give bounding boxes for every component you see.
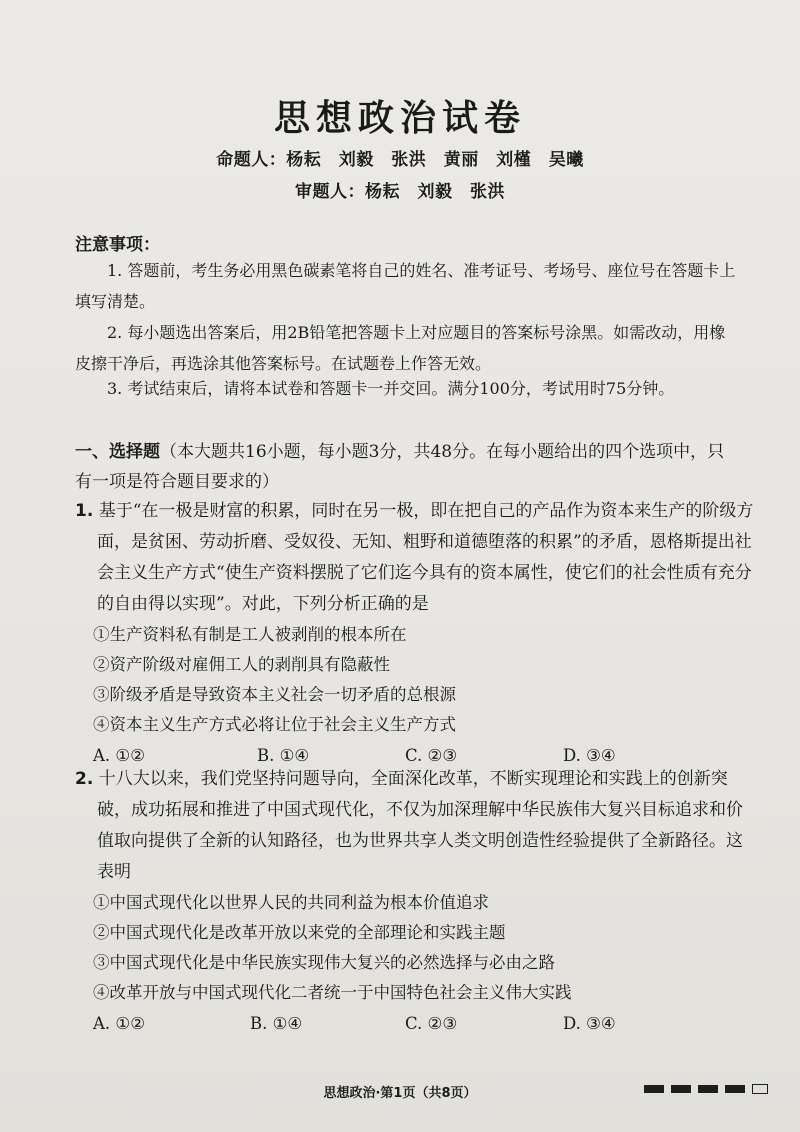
section-heading	[75, 437, 737, 497]
question-number: 1.	[75, 501, 94, 521]
section-description: （本大题共16小题，每小题3分，共48分。在每小题给出的四个选项中，只有一项是符合题目要求的）	[75, 442, 725, 492]
page-mark-filled	[698, 1085, 718, 1093]
page-mark-filled	[671, 1085, 691, 1093]
choice-d: D. ③④	[563, 746, 616, 765]
notice-item-1: 1. 答题前，考生务必用黑色碳素笔将自己的姓名、准考证号、考场号、座位号在答题卡上填写清楚。	[75, 261, 736, 311]
option-2: ②资产阶级对雇佣工人的剥削具有隐蔽性	[93, 655, 390, 674]
page-footer: 思想政治·第1页（共8页）	[323, 1086, 477, 1101]
notice-heading: 注意事项：	[75, 235, 160, 255]
choice-a: A. ①②	[93, 1014, 145, 1033]
answer-choices	[75, 1008, 755, 1040]
question-2	[75, 764, 755, 1040]
authors-line: 命题人：杨耘 刘毅 张洪 黄丽 刘槿 吴曦	[216, 150, 584, 170]
page-title: 思想政治试卷	[273, 97, 526, 139]
page-position-marks	[644, 1084, 768, 1094]
choice-b: B. ①④	[250, 1014, 303, 1033]
choice-b: B. ①④	[257, 746, 310, 765]
page-mark-filled	[725, 1085, 745, 1093]
question-number: 2.	[75, 769, 94, 789]
option-1: ①中国式现代化以世界人民的共同利益为根本价值追求	[93, 893, 489, 912]
reviewers-line: 审题人：杨耘 刘毅 张洪	[295, 182, 505, 202]
choice-c: C. ②③	[405, 1014, 458, 1033]
question-stem	[75, 496, 755, 620]
option-4: ④改革开放与中国式现代化二者统一于中国特色社会主义伟大实践	[93, 983, 572, 1002]
question-text: 十八大以来，我们党坚持问题导向，全面深化改革，不断实现理论和实践上的创新突破，成功拓展和推进了中国式现代化，不仅为加深理解中华民族伟大复兴目标追求和价值取向提供了全新的认知路径，也为世界共享人类文明创造性经验提供了全新路径。这表明	[97, 769, 743, 882]
bleed-through-text	[90, 58, 750, 85]
choice-d: D. ③④	[563, 1014, 616, 1033]
option-4: ④资本主义生产方式必将让位于社会主义生产方式	[93, 715, 456, 734]
option-3: ③阶级矛盾是导致资本主义社会一切矛盾的总根源	[93, 685, 456, 704]
option-3: ③中国式现代化是中华民族实现伟大复兴的必然选择与必由之路	[93, 953, 555, 972]
option-1: ①生产资料私有制是工人被剥削的根本所在	[93, 625, 407, 644]
page-mark-empty	[752, 1084, 768, 1094]
section-title: 一、选择题	[75, 442, 160, 462]
choice-c: C. ②③	[405, 746, 458, 765]
page-mark-filled	[644, 1085, 664, 1093]
question-text: 基于“在一极是财富的积累，同时在另一极，即在把自己的产品作为资本来生产的阶级方面，是贫困、劳动折磨、受奴役、无知、粗野和道德堕落的积累”的矛盾，恩格斯提出社会主义生产方式“使生产资料摆脱了它们迄今具有的资本属性，使它们的社会性质有充分的自由得以实现”。对此，下列分析正确的是	[97, 501, 754, 614]
question-1	[75, 496, 755, 772]
notice-item-2: 2. 每小题选出答案后，用2B铅笔把答题卡上对应题目的答案标号涂黑。如需改动，用橡皮擦干净后，再选涂其他答案标号。在试题卷上作答无效。	[75, 323, 726, 373]
option-2: ②中国式现代化是改革开放以来党的全部理论和实践主题	[93, 923, 506, 942]
question-stem	[75, 764, 755, 888]
choice-a: A. ①②	[93, 746, 145, 765]
notice-item-3: 3. 考试结束后，请将本试卷和答题卡一并交回。满分100分，考试用时75分钟。	[107, 379, 675, 398]
